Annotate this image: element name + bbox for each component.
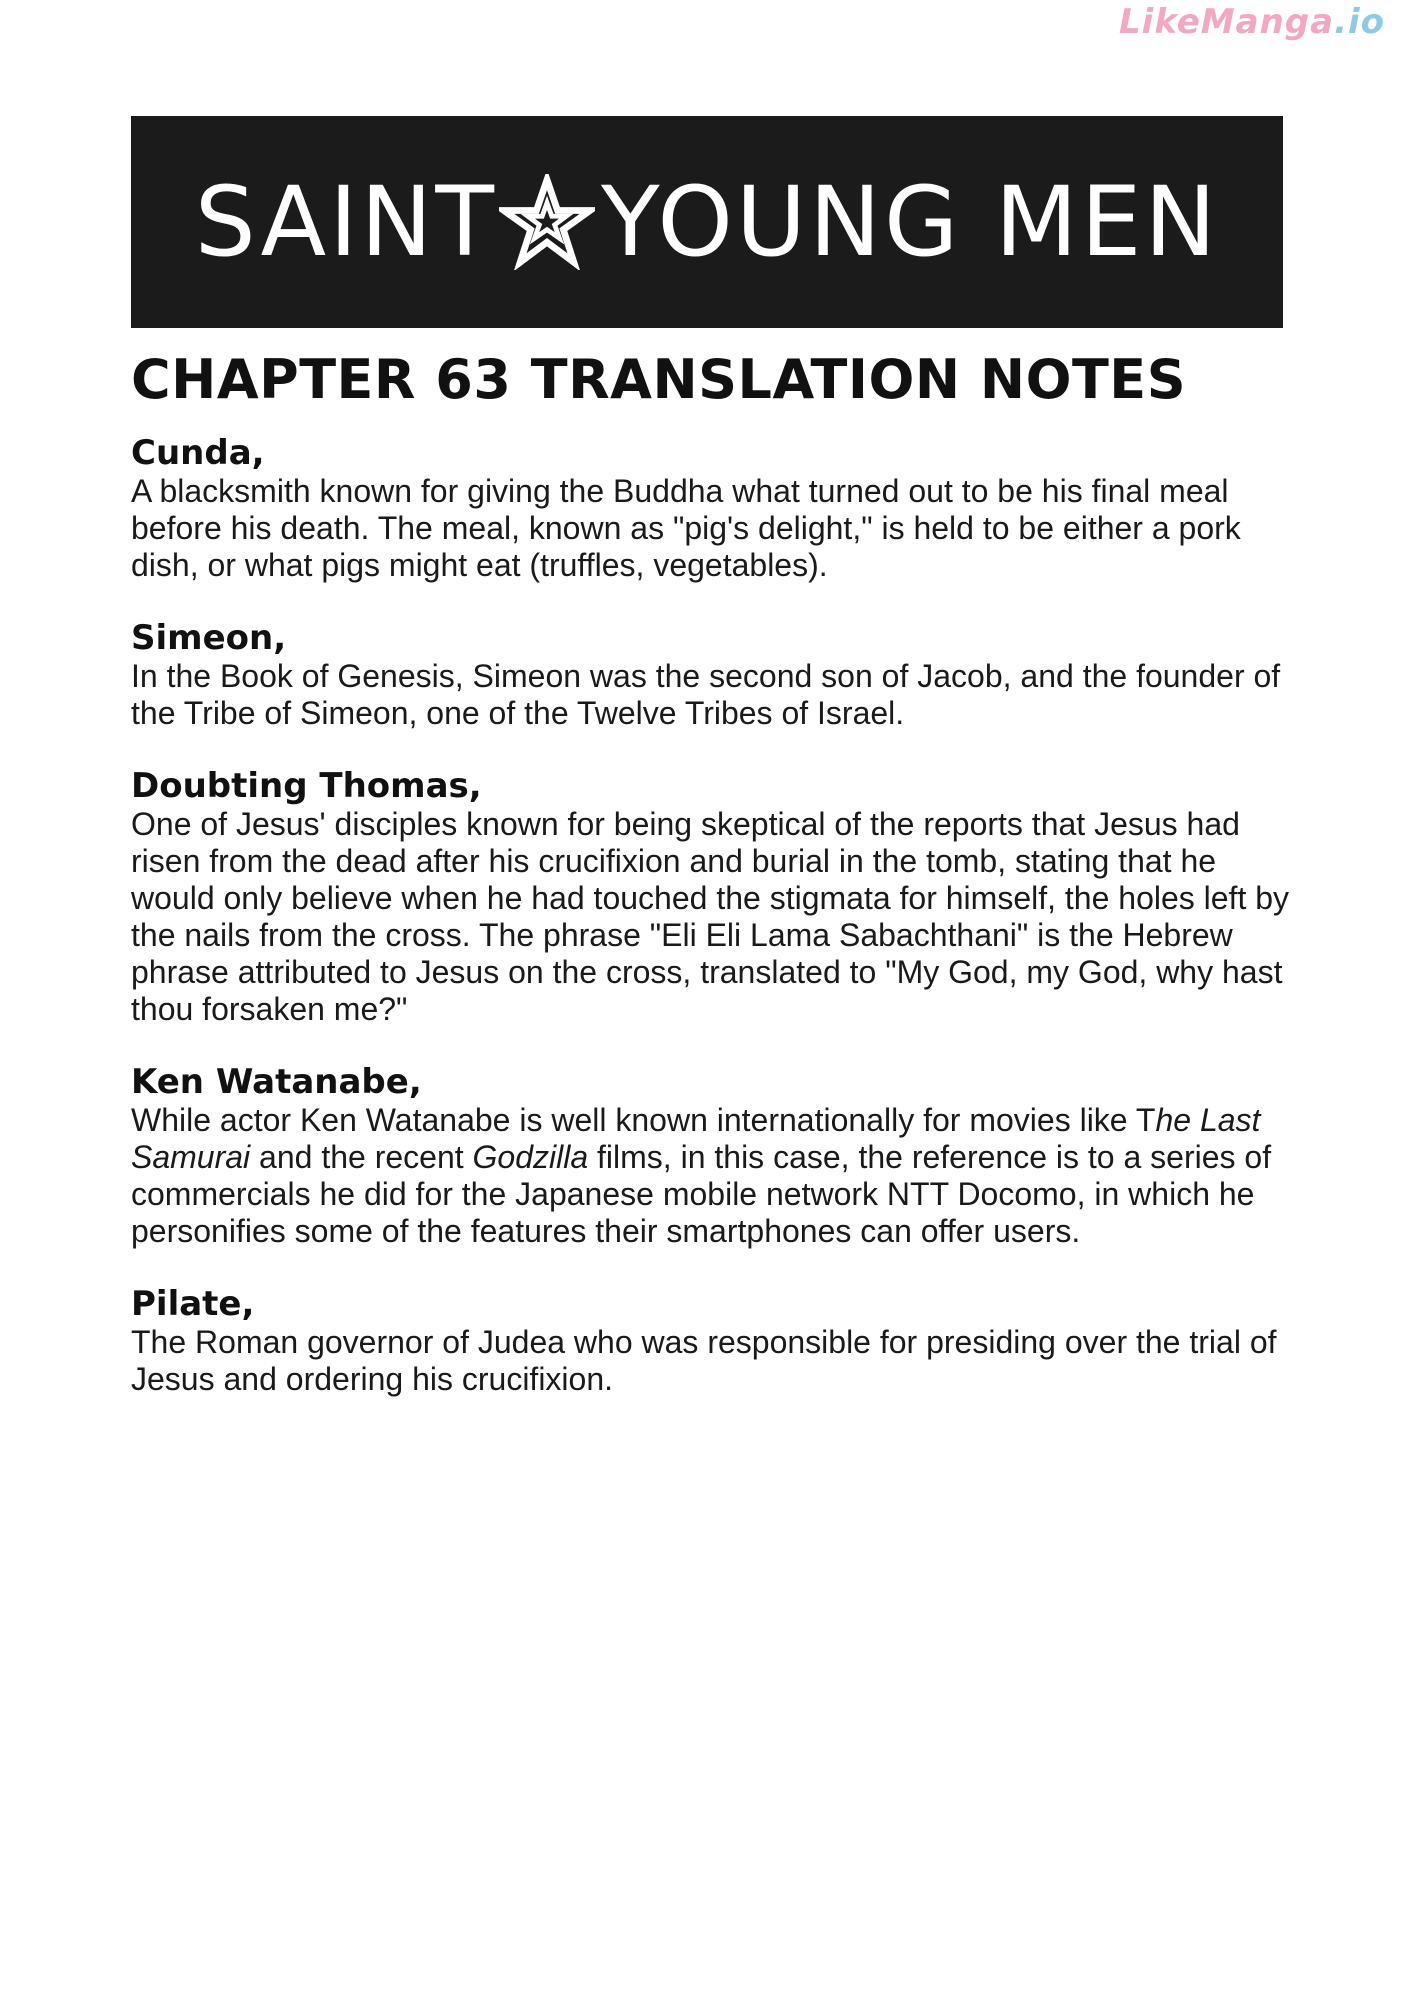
note-body	[131, 1102, 1291, 1250]
note-body: In the Book of Genesis, Simeon was the second son of Jacob, and the founder of the Tribe of Simeon, one of the Twelve Tribes of Israel.	[131, 658, 1281, 731]
note-item	[131, 433, 1291, 584]
watermark-part-2: .io	[1334, 2, 1385, 42]
watermark-part-1: LikeManga	[1119, 2, 1335, 42]
note-body-italic-title: he Last Samurai	[131, 1102, 1261, 1175]
note-term: Cunda,	[131, 433, 265, 473]
note-item	[131, 618, 1291, 732]
banner-title-right: YOUNG MEN	[600, 166, 1220, 278]
banner-title-left: SAINT	[194, 166, 497, 278]
notes-list	[131, 433, 1291, 1432]
note-item	[131, 766, 1291, 1028]
note-item	[131, 1062, 1291, 1250]
note-body-text: While actor Ken Watanabe is well known internationally for movies like T	[131, 1102, 1156, 1138]
banner-title	[195, 166, 1219, 278]
title-banner	[131, 116, 1283, 328]
note-term: Simeon,	[131, 618, 287, 658]
note-term: Ken Watanabe,	[131, 1062, 422, 1102]
watermark-logo	[1119, 2, 1385, 42]
note-item	[131, 1284, 1291, 1398]
star-outline-icon	[499, 174, 595, 270]
note-body: A blacksmith known for giving the Buddha what turned out to be his final meal before his death. The meal, known as "pig's delight," is held to be either a pork dish, or what pigs might eat (truffles, vegetables).	[131, 473, 1241, 583]
note-term: Pilate,	[131, 1284, 255, 1324]
note-body-italic-title: Godzilla	[472, 1139, 589, 1175]
note-body-text: films, in this case, the reference is to a series of commercials he did for the Japanese mobile network NTT Docomo, in which he personifies some of the features their smartphones can offer users.	[131, 1139, 1272, 1249]
note-body-text: and the recent	[250, 1139, 473, 1175]
note-body: The Roman governor of Judea who was responsible for presiding over the trial of Jesus and ordering his crucifixion.	[131, 1324, 1277, 1397]
note-term: Doubting Thomas,	[131, 766, 482, 806]
note-body: One of Jesus' disciples known for being skeptical of the reports that Jesus had risen from the dead after his crucifixion and burial in the tomb, stating that he would only believe when he had touched the stigmata for himself, the holes left by the nails from the cross. The phrase "Eli Eli Lama Sabachthani" is the Hebrew phrase attributed to Jesus on the cross, translated to "My God, my God, why hast thou forsaken me?"	[131, 806, 1290, 1027]
chapter-heading: CHAPTER 63 TRANSLATION NOTES	[131, 348, 1187, 411]
